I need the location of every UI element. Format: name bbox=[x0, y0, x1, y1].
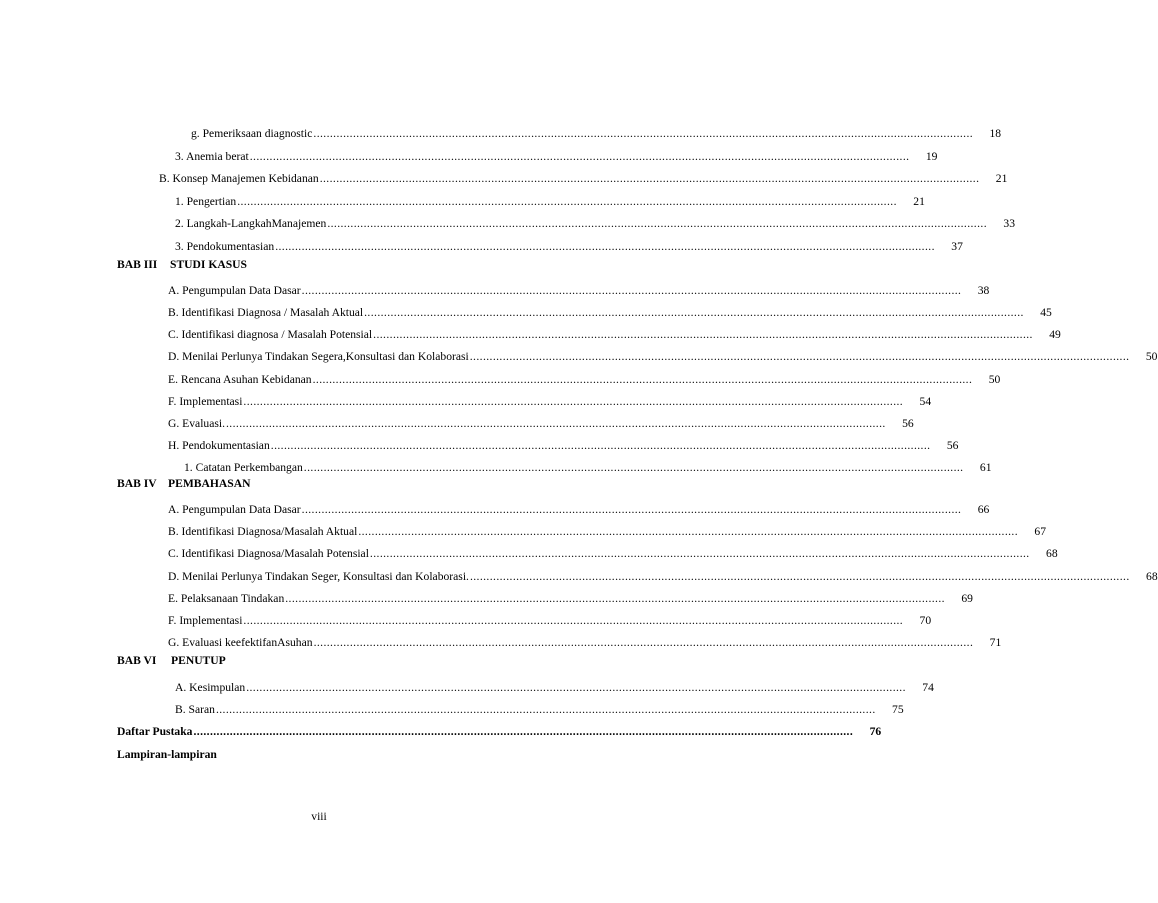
toc-entry bbox=[159, 166, 1008, 186]
toc-entry-label: g. Pemeriksaan diagnostic bbox=[191, 127, 313, 140]
toc-entry-label: C. Identifikasi diagnosa / Masalah Potensial bbox=[168, 328, 373, 341]
toc-entry-page: 38 bbox=[977, 284, 990, 297]
toc-entry-page: 68 bbox=[1046, 547, 1058, 560]
toc-entry-page: 76 bbox=[869, 725, 882, 738]
toc-entry-label: E. Pelaksanaan Tindakan bbox=[168, 592, 285, 605]
toc-entry-page: 56 bbox=[902, 417, 914, 430]
page-number: viii bbox=[311, 810, 327, 823]
toc-entry-label: 1. Catatan Perkembangan bbox=[184, 461, 303, 474]
leader-dots: ........................................................................................................................................................................................................ bbox=[275, 240, 935, 253]
toc-entry-label: 2. Langkah-LangkahManajemen bbox=[175, 217, 327, 230]
toc-entry-label: B. Saran bbox=[175, 703, 215, 716]
leader-dots: ........................................................................................................................................................................................................ bbox=[249, 150, 910, 163]
toc-entry-page: 19 bbox=[925, 150, 938, 163]
toc-entry bbox=[168, 389, 932, 409]
toc-entry-label: A. Pengumpulan Data Dasar bbox=[168, 503, 301, 516]
toc-entry-label: 3. Pendokumentasian bbox=[175, 240, 275, 253]
leader-dots: ........................................................................................................................................................................................................ bbox=[285, 592, 945, 605]
toc-entry-page: 56 bbox=[946, 439, 959, 452]
toc-entry-label: F. Implementasi bbox=[168, 614, 243, 627]
leader-dots: ........................................................................................................................................................................................................ bbox=[373, 328, 1033, 341]
chapter-number: BAB VI bbox=[117, 654, 157, 667]
leader-dots: ........................................................................................................................................................................................................ bbox=[243, 395, 904, 408]
leader-dots: ........................................................................................................................................................................................................ bbox=[301, 503, 962, 516]
toc-entry bbox=[184, 455, 992, 475]
chapter-title: PENUTUP bbox=[171, 654, 226, 667]
toc-entry bbox=[168, 564, 1158, 584]
toc-entry-page: 69 bbox=[961, 592, 973, 605]
leader-dots: ........................................................................................................................................................................................................ bbox=[270, 439, 931, 452]
leader-dots: ........................................................................................................................................................................................................ bbox=[313, 127, 974, 140]
chapter-heading-bab4 bbox=[117, 477, 250, 491]
toc-entry-page: 33 bbox=[1003, 217, 1015, 230]
leader-dots: ........................................................................................................................................................................................................ bbox=[246, 681, 906, 694]
leader-dots: ........................................................................................................................................................................................................ bbox=[226, 417, 886, 430]
toc-entry bbox=[175, 675, 934, 695]
toc-entry bbox=[168, 608, 932, 628]
toc-entry-page: 50 bbox=[1145, 350, 1158, 363]
toc-entry-page: 74 bbox=[922, 681, 934, 694]
toc-entry-label: G. Evaluasi. bbox=[168, 417, 225, 430]
leader-dots: ........................................................................................................................................................................................................ bbox=[313, 636, 974, 649]
toc-entry-page: 75 bbox=[892, 703, 904, 716]
toc-entry-label: 3. Anemia berat bbox=[175, 150, 249, 163]
leader-dots: ........................................................................................................................................................................................................ bbox=[369, 547, 1030, 560]
toc-entry bbox=[168, 519, 1047, 539]
toc-entry-page: 61 bbox=[979, 461, 992, 474]
toc-entry bbox=[168, 278, 990, 298]
toc-entry bbox=[168, 411, 914, 431]
toc-entry-label: Daftar Pustaka bbox=[117, 725, 193, 738]
chapter-number: BAB III bbox=[117, 258, 158, 271]
toc-entry-page: 49 bbox=[1049, 328, 1061, 341]
toc-entry bbox=[175, 234, 963, 254]
toc-entry-label: 1. Pengertian bbox=[175, 195, 237, 208]
chapter-heading-bab6 bbox=[117, 654, 226, 668]
toc-entry bbox=[168, 344, 1158, 364]
leader-dots: ........................................................................................................................................................................................................ bbox=[303, 461, 964, 474]
toc-entry bbox=[168, 367, 1001, 387]
toc-entry bbox=[175, 697, 904, 717]
toc-entry bbox=[175, 211, 1015, 231]
toc-entry-page: 54 bbox=[919, 395, 932, 408]
leader-dots: ........................................................................................................................................................................................................ bbox=[237, 195, 897, 208]
toc-entry bbox=[175, 189, 925, 209]
toc-entry-label: D. Menilai Perlunya Tindakan Seger, Konsultasi dan Kolaborasi. bbox=[168, 570, 469, 583]
toc-entry-page: 18 bbox=[989, 127, 1002, 140]
leader-dots: ........................................................................................................................................................................................................ bbox=[469, 350, 1130, 363]
toc-entry bbox=[168, 300, 1052, 320]
toc-entry-label: G. Evaluasi keefektifanAsuhan bbox=[168, 636, 313, 649]
toc-entry-page: 67 bbox=[1034, 525, 1047, 538]
toc-entry-page: 66 bbox=[977, 503, 990, 516]
chapter-title: STUDI KASUS bbox=[170, 258, 247, 271]
toc-entry-label: C. Identifikasi Diagnosa/Masalah Potensial bbox=[168, 547, 369, 560]
toc-entry-page: 50 bbox=[988, 373, 1001, 386]
leader-dots: ........................................................................................................................................................................................................ bbox=[469, 570, 1130, 583]
toc-entry-page: 45 bbox=[1040, 306, 1052, 319]
toc-entry-label: F. Implementasi bbox=[168, 395, 243, 408]
toc-entry bbox=[168, 497, 990, 517]
toc-entry-label: B. Konsep Manajemen Kebidanan bbox=[159, 172, 319, 185]
chapter-title: PEMBAHASAN bbox=[168, 477, 251, 490]
toc-entry-label: A. Kesimpulan bbox=[175, 681, 246, 694]
leader-dots: ........................................................................................................................................................................................................ bbox=[193, 725, 854, 738]
leader-dots: ........................................................................................................................................................................................................ bbox=[243, 614, 904, 627]
toc-entry bbox=[168, 322, 1061, 342]
toc-entry-label: D. Menilai Perlunya Tindakan Segera,Konsultasi dan Kolaborasi bbox=[168, 350, 469, 363]
toc-entry bbox=[175, 144, 938, 164]
leader-dots: ........................................................................................................................................................................................................ bbox=[364, 306, 1024, 319]
toc-entry bbox=[191, 121, 1002, 141]
leader-dots: ........................................................................................................................................................................................................ bbox=[319, 172, 980, 185]
toc-entry bbox=[168, 630, 1002, 650]
chapter-number: BAB IV bbox=[117, 477, 157, 490]
toc-entry-page: 21 bbox=[913, 195, 925, 208]
chapter-heading-bab3 bbox=[117, 258, 247, 272]
leader-dots: ........................................................................................................................................................................................................ bbox=[215, 703, 876, 716]
toc-entry-label: B. Identifikasi Diagnosa / Masalah Aktual bbox=[168, 306, 364, 319]
toc-entry bbox=[168, 541, 1058, 561]
toc-entry-daftar-pustaka bbox=[117, 719, 882, 739]
lampiran-title: Lampiran-lampiran bbox=[117, 748, 217, 761]
toc-entry-label: B. Identifikasi Diagnosa/Masalah Aktual bbox=[168, 525, 358, 538]
leader-dots: ........................................................................................................................................................................................................ bbox=[327, 217, 987, 230]
toc-entry-label: A. Pengumpulan Data Dasar bbox=[168, 284, 301, 297]
toc-entry-label: H. Pendokumentasian bbox=[168, 439, 270, 452]
leader-dots: ........................................................................................................................................................................................................ bbox=[358, 525, 1019, 538]
toc-entry-label: E. Rencana Asuhan Kebidanan bbox=[168, 373, 312, 386]
toc-entry-page: 68 bbox=[1146, 570, 1158, 583]
toc-entry bbox=[168, 433, 959, 453]
lampiran-heading bbox=[117, 748, 217, 762]
leader-dots: ........................................................................................................................................................................................................ bbox=[301, 284, 962, 297]
toc-entry-page: 21 bbox=[995, 172, 1008, 185]
toc-entry-page: 37 bbox=[951, 240, 963, 253]
toc-entry bbox=[168, 586, 973, 606]
toc-entry-page: 70 bbox=[919, 614, 932, 627]
leader-dots: ........................................................................................................................................................................................................ bbox=[312, 373, 973, 386]
toc-entry-page: 71 bbox=[989, 636, 1002, 649]
